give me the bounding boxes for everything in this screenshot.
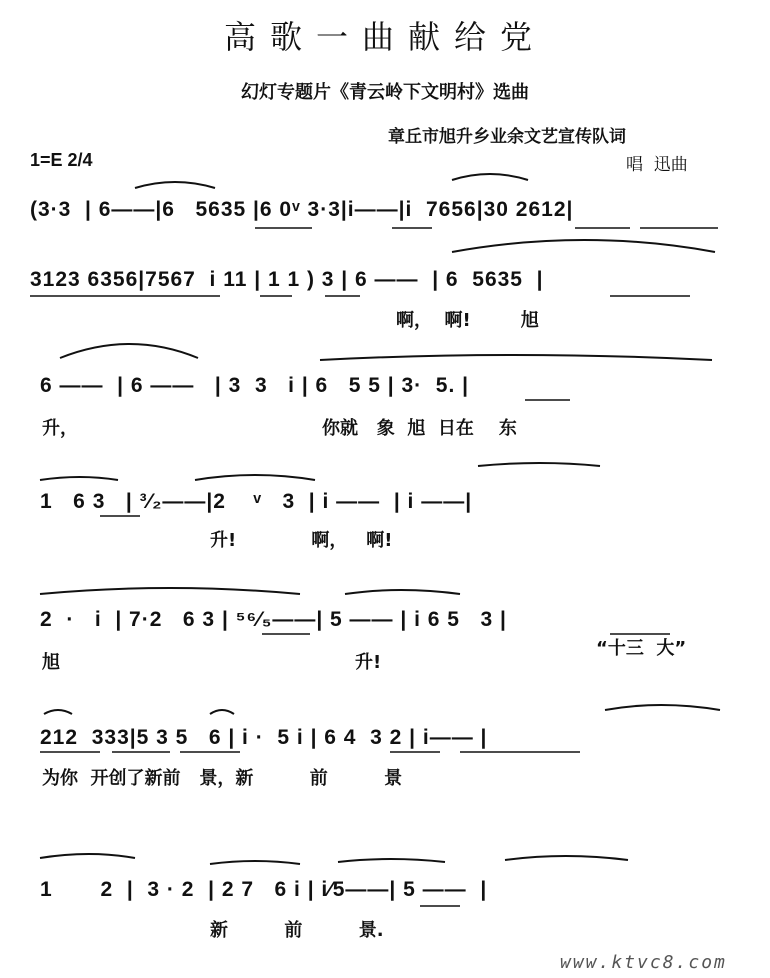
song-subtitle: 幻灯专题片《青云岭下文明村》选曲	[241, 82, 529, 103]
score-row-6-notes: 212 333|5 3 5 6 | i · 5 i | 6 4 3 2 | i—— |	[40, 726, 488, 749]
score-row-4-lyrics: 升! 啊， 啊!	[210, 530, 393, 551]
song-title: 高歌一曲献给党	[223, 18, 546, 56]
score-row-3-notes: 6 —— | 6 —— | 3 3 i | 6 5 5 | 3· 5. |	[40, 374, 470, 397]
composer-credit: 唱 迅曲	[626, 155, 688, 175]
score-row-5-lyrics-a: 旭	[42, 652, 60, 673]
score-row-5-notes: 2 · i | 7·2 6 3 | ⁵⁶⁄₅——| 5 —— | i 6 5 3 |	[40, 608, 507, 631]
score-row-3-lyrics-a: 升，	[42, 418, 78, 439]
score-row-7-lyrics: 新 前 景.	[210, 920, 384, 941]
key-signature: 1=E 2/4	[30, 150, 93, 170]
site-watermark: www.ktvc8.com	[560, 952, 727, 973]
score-row-6-lyrics: 为你 开创了新前 景，新 前 景	[42, 768, 403, 789]
score-row-5-lyrics-b: 升!	[355, 652, 382, 673]
score-row-7-notes: 1 2 | 3 · 2 | 2 7 6 i | i⁄5——| 5 —— |	[40, 878, 488, 901]
lyricist-credit: 章丘市旭升乡业余文艺宣传队词	[388, 127, 626, 147]
score-row-5-lyrics-c: “十三 大”	[596, 638, 687, 659]
score-row-4-notes: 1 6 3 | ³⁄₂——|2 ᵛ 3 | i —— | i ——|	[40, 490, 473, 513]
score-row-3-lyrics-b: 你就 象 旭 日在 东	[322, 418, 517, 439]
score-row-2-lyrics: 啊， 啊! 旭	[396, 310, 539, 331]
score-row-1-notes: (3·3 | 6——|6 5635 |6 0ᵛ 3·3|i——|i 7656|30 2612|	[30, 198, 574, 221]
score-row-2-notes: 3123 6356|7567 i 11 | 1 1 ) 3 | 6 —— | 6 5635 |	[30, 268, 544, 291]
